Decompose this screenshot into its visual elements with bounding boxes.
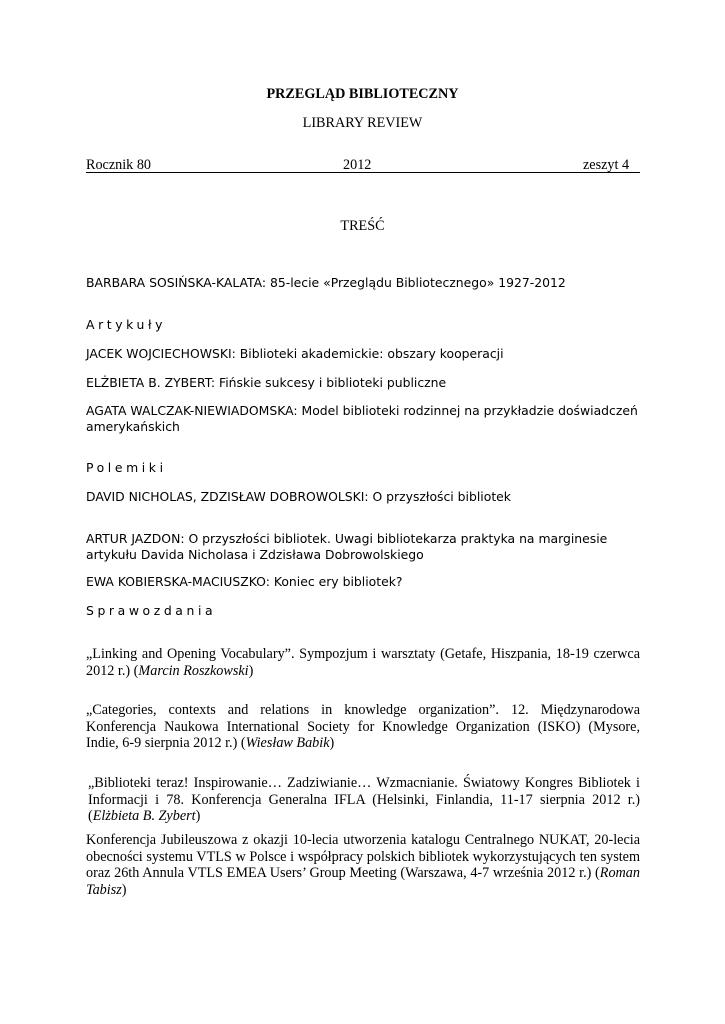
report-author: Roman Tabisz [86,865,640,898]
report-title: „Categories, contexts and relations in knowledge organization”. 12. Międzynarodowa Konferencja Naukowa International Society for Knowledge Organization (ISKO) (Mysore, Indie, 6-9 sierpnia 2012 r.) ( [86,702,640,751]
list-item [88,775,640,825]
contents-heading: TREŚĆ [340,218,385,234]
list-item [86,646,640,679]
report-author: Elżbieta B. Zybert [92,808,196,824]
report-close: ) [195,808,201,824]
section-heading-reports: Sprawozdania [86,603,217,618]
report-close: ) [248,662,254,679]
section-heading-polemics: Polemiki [86,460,167,475]
report-title: Konferencja Jubileuszowa z okazji 10-lecia utworzenia katalogu Centralnego NUKAT, 20-lecia obecności systemu VTLS w Polsce i współpracy polskich bibliotek wykorzystujących ten system oraz 26th Annula VTLS EMEA Users’ Group Meeting (Warszawa, 4-7 września 2012 r.) ( [86,832,640,881]
intro-entry: BARBARA SOSIŃSKA-KALATA: 85-lecie «Przeglądu Bibliotecznego» 1927-2012 [86,275,566,290]
section-heading-articles: Artykuły [86,317,167,332]
list-item: EWA KOBIERSKA-MACIUSZKO: Koniec ery bibliotek? [86,574,403,589]
list-item [86,702,640,752]
report-title: „Linking and Opening Vocabulary”. Sympozjum i warsztaty (Getafe, Hiszpania, 18-19 czerwca 2012 r.) ( [86,646,640,679]
list-item: AGATA WALCZAK-NIEWIADOMSKA: Model biblioteki rodzinnej na przykładzie doświadczeń amerykańskich [86,403,638,434]
year-label: 2012 [343,157,372,173]
volume-label: Rocznik 80 [86,157,152,173]
list-item: ELŻBIETA B. ZYBERT: Fińskie sukcesy i biblioteki publiczne [86,375,447,390]
issue-label: zeszyt 4 [583,157,630,173]
header-rule [86,172,640,173]
list-item [86,832,640,898]
list-item: JACEK WOJCIECHOWSKI: Biblioteki akademickie: obszary kooperacji [86,346,504,361]
report-close: ) [329,735,335,751]
journal-subtitle: LIBRARY REVIEW [302,115,423,131]
report-title: „Biblioteki teraz! Inspirowanie… Zadziwianie… Wzmacnianie. Światowy Kongres Bibliotek i Informacji i 78. Konferencja Generalna IFLA (Helsinki, Finlandia, 11-17 sierpnia 2012 r.) ( [88,775,640,824]
report-author: Marcin Roszkowski [138,662,249,679]
report-author: Wiesław Babik [245,735,330,751]
report-close: ) [121,881,127,898]
list-item: ARTUR JAZDON: O przyszłości bibliotek. Uwagi bibliotekarza praktyka na marginesie artykułu Davida Nicholasa i Zdzisława Dobrowolskiego [86,531,608,562]
journal-title: PRZEGLĄD BIBLIOTECZNY [266,86,459,102]
list-item: DAVID NICHOLAS, ZDZISŁAW DOBROWOLSKI: O przyszłości bibliotek [86,489,511,504]
